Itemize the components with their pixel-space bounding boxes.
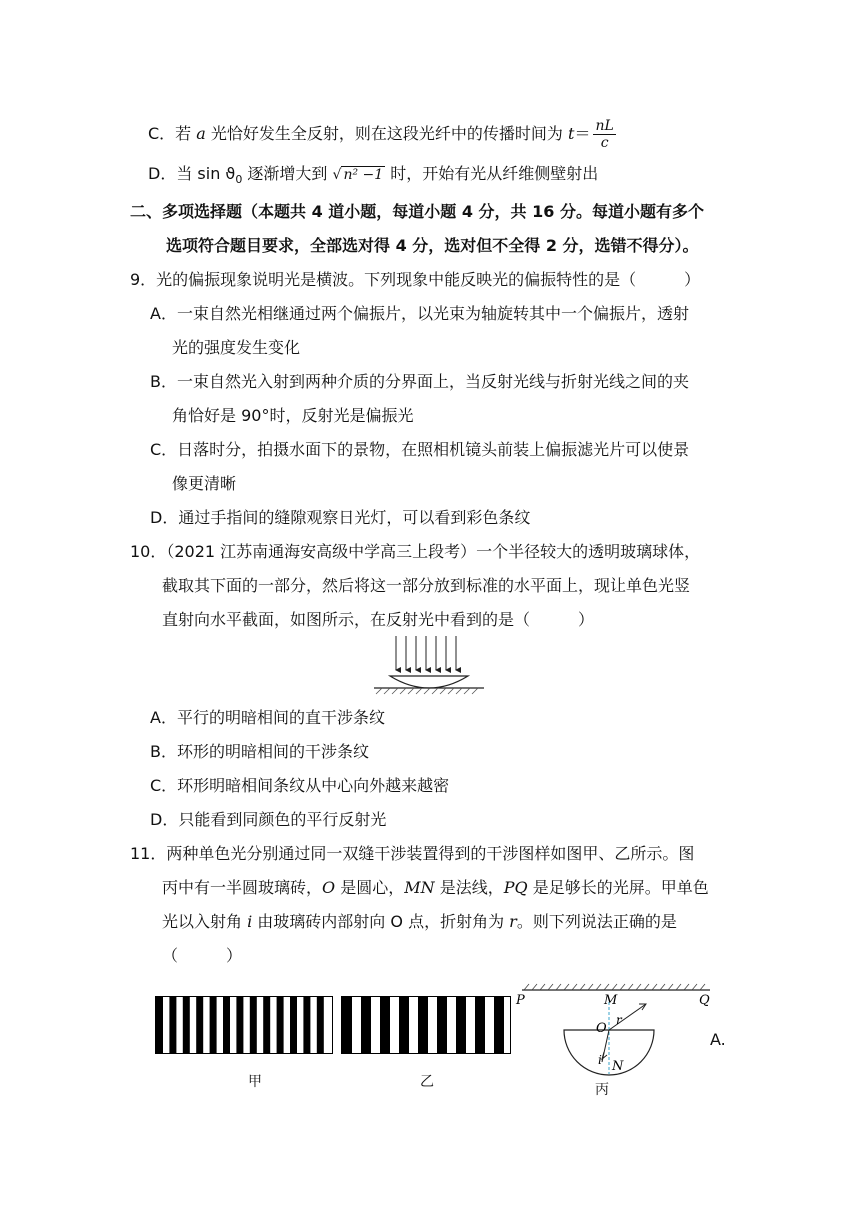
q9-option-b-line2: 角恰好是 90°时，反射光是偏振光 [172, 406, 414, 425]
label-i: i [598, 1053, 602, 1067]
dark-fringe [437, 997, 447, 1053]
dark-fringe [236, 997, 243, 1053]
q9-option-c-line1: C．日落时分，拍摄水面下的景物，在照相机镜头前装上偏振滤光片可以使景 [150, 440, 690, 459]
section2-heading-line2: 选项符合题目要求，全部选对得 4 分，选对但不全得 2 分，选错不得分）。 [166, 236, 699, 255]
dark-fringe [210, 997, 217, 1053]
q9-option-b-line1: B．一束自然光入射到两种介质的分界面上，当反射光线与折射光线之间的夹 [150, 372, 689, 391]
q9-option-d: D．通过手指间的缝隙观察日光灯，可以看到彩色条纹 [150, 508, 531, 527]
dark-fringe [169, 997, 176, 1053]
dark-fringe [277, 997, 284, 1053]
dark-fringe [317, 997, 324, 1053]
q8-option-c: C．若 a 光恰好发生全反射，则在这段光纤中的传播时间为 t＝ $\frac{nL}{c}$ [148, 118, 614, 151]
q8-option-d: D．当 $\sin ϑ_0$ 逐渐增大到 √ n² −1 时，开始有光从纤维侧壁射出 [148, 164, 599, 187]
dark-fringe [342, 997, 352, 1053]
lens-interference-figure [372, 632, 486, 700]
label-r: r [616, 1013, 622, 1027]
surface-hatching [376, 688, 478, 694]
semicircle-glass-figure [512, 982, 712, 1094]
section2-heading-line1: 二、多项选择题（本题共 4 道小题，每道小题 4 分，共 16 分。每道小题有多个 [130, 202, 704, 221]
caption-bing: 丙 [595, 1082, 609, 1098]
q10-option-d: D．只能看到同颜色的平行反射光 [150, 810, 387, 829]
dark-fringe [418, 997, 428, 1053]
q10-stem-line1: 10．（2021 江苏南通海安高级中学高三上段考）一个半径较大的透明玻璃球体， [130, 542, 701, 561]
dark-fringe [494, 997, 504, 1053]
dark-fringe [456, 997, 466, 1053]
label-m: M [604, 993, 618, 1008]
q10-option-a: A．平行的明暗相间的直干涉条纹 [150, 708, 385, 727]
caption-jia: 甲 [248, 1074, 262, 1090]
q11-stem-line1: 11．两种单色光分别通过同一双缝干涉装置得到的干涉图样如图甲、乙所示。图 [130, 844, 695, 863]
incident-light-arrows [396, 636, 456, 670]
q10-option-c: C．环形明暗相间条纹从中心向外越来越密 [150, 776, 450, 795]
fraction-nl-over-c: $\frac{nL}{c}$ [595, 118, 614, 151]
fringe-pattern-jia [155, 996, 333, 1054]
dark-fringe [303, 997, 310, 1053]
q9-option-a-line2: 光的强度发生变化 [172, 338, 301, 357]
q10-stem-line2: 截取其下面的一部分，然后将这一部分放到标准的水平面上，现让单色光竖 [162, 576, 691, 595]
dark-fringe [183, 997, 190, 1053]
label-n: N [612, 1059, 624, 1074]
dark-fringe [290, 997, 297, 1053]
label-p: P [516, 993, 525, 1008]
label-o: O [596, 1021, 607, 1036]
q11-option-a: A. [710, 1030, 726, 1049]
q11-stem-line3: 光以入射角 i 由玻璃砖内部射向 O 点，折射角为 r。则下列说法正确的是 [162, 912, 677, 931]
q9-option-c-line2: 像更清晰 [172, 474, 237, 493]
q10-option-b: B．环形的明暗相间的干涉条纹 [150, 742, 369, 761]
q11-stem-line4: （ ） [162, 946, 243, 965]
q10-stem-line3: 直射向水平截面，如图所示，在反射光中看到的是（ ） [162, 610, 595, 629]
dark-fringe [223, 997, 230, 1053]
dark-fringe [399, 997, 409, 1053]
dark-fringe [263, 997, 270, 1053]
dark-fringe [156, 997, 163, 1053]
fringe-pattern-yi [341, 996, 511, 1054]
plano-convex-lens [390, 676, 468, 688]
dark-fringe [475, 997, 485, 1053]
q9-option-a-line1: A．一束自然光相继通过两个偏振片，以光束为轴旋转其中一个偏振片，透射 [150, 304, 689, 323]
dark-fringe [250, 997, 257, 1053]
sqrt-expression: √ n² −1 [332, 167, 384, 183]
q9-stem: 9．光的偏振现象说明光是横波。下列现象中能反映光的偏振特性的是（ ） [130, 270, 701, 289]
dark-fringe [196, 997, 203, 1053]
q11-stem-line2: 丙中有一半圆玻璃砖，O 是圆心，MN 是法线，PQ 是足够长的光屏。甲单色 [162, 878, 709, 897]
dark-fringe [380, 997, 390, 1053]
caption-yi: 乙 [420, 1074, 434, 1090]
label-q: Q [699, 993, 710, 1008]
screen-hatching [524, 984, 705, 990]
dark-fringe [361, 997, 371, 1053]
